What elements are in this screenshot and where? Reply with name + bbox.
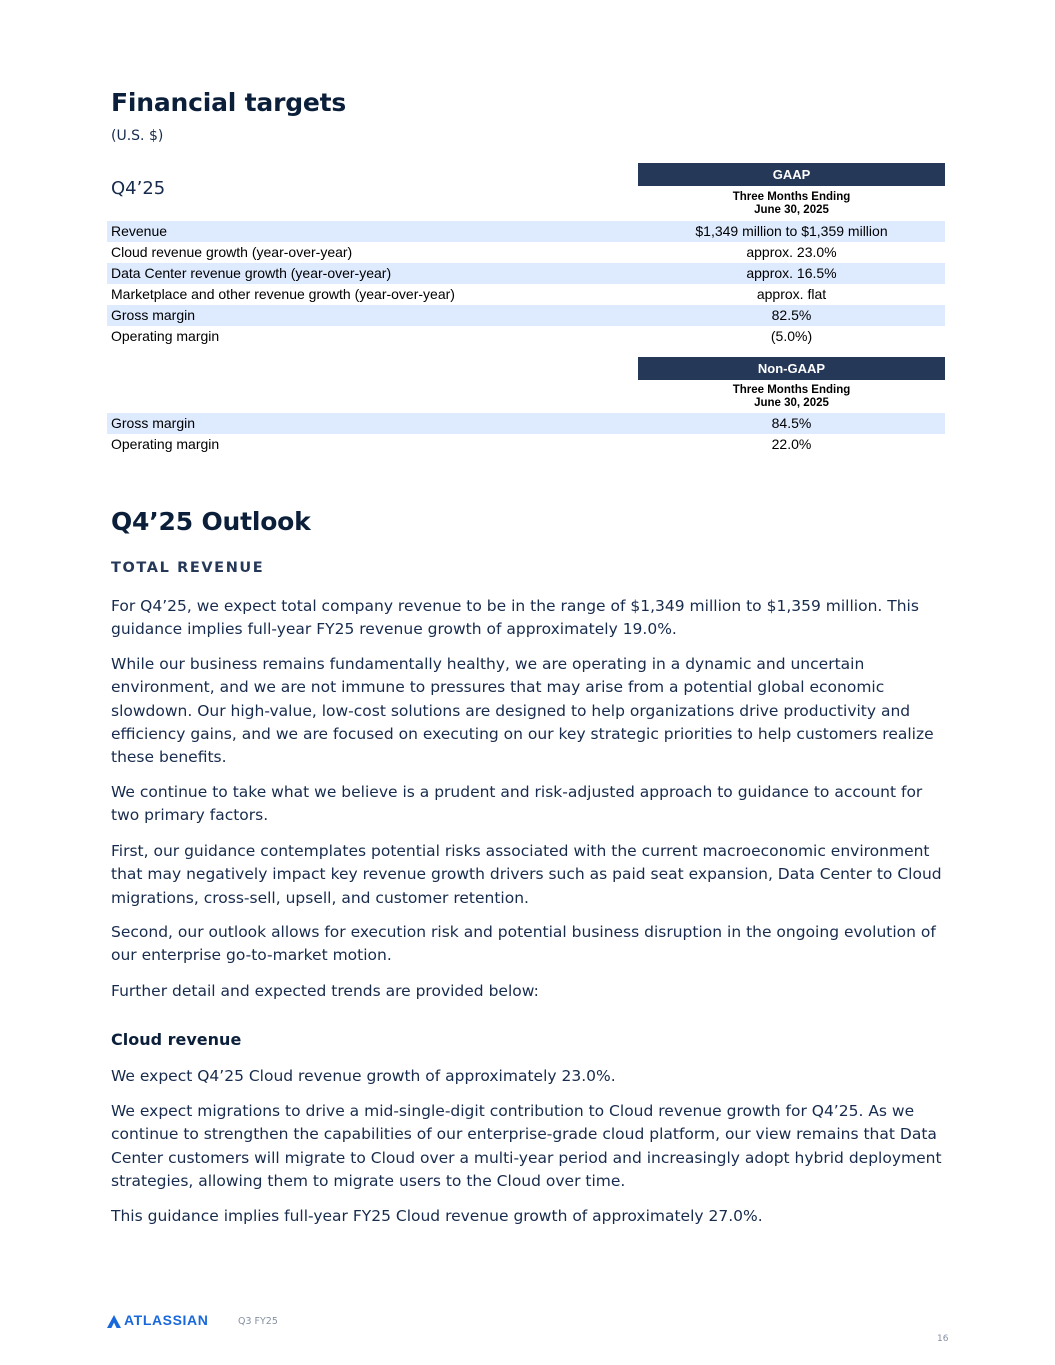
row-label: Data Center revenue growth (year-over-year) [111, 265, 392, 281]
row-value: $1,349 million to $1,359 million [695, 223, 888, 239]
row-label: Marketplace and other revenue growth (year-over-year) [111, 286, 455, 302]
row-value: 84.5% [771, 415, 812, 431]
paragraph: Further detail and expected trends are provided below: [111, 982, 539, 1000]
paragraph: This guidance implies full-year FY25 Cloud revenue growth of approximately 27.0%. [111, 1207, 763, 1225]
footer-brand: ATLASSIAN [124, 1312, 209, 1328]
table-row [107, 305, 945, 326]
atlassian-logo-icon [107, 1313, 121, 1326]
paragraph: We expect migrations to drive a mid-single-digit contribution to Cloud revenue growth for Q4’25. As we continue to strengthen the capabilities of our enterprise-grade cloud platform, our view remains that Data Center customers will migrate to Cloud over a multi-year period and increasingly adopt hybrid deployment strategies, allowing them to migrate users to the Cloud over time. [111, 1102, 942, 1190]
gaap-period-header [638, 186, 945, 222]
nongaap-header: Non-GAAP [638, 357, 945, 380]
table-row [107, 263, 945, 284]
page-title: Financial targets [111, 88, 347, 117]
gaap-header: GAAP [638, 163, 945, 186]
row-label: Cloud revenue growth (year-over-year) [111, 244, 353, 260]
table-row [107, 413, 945, 434]
row-label: Operating margin [111, 436, 220, 452]
gaap-period-line2: June 30, 2025 [754, 203, 829, 216]
paragraph: Second, our outlook allows for execution risk and potential business disruption in the ongoing evolution of our enterprise go-to-market motion. [111, 923, 936, 965]
paragraph: First, our guidance contemplates potential risks associated with the current macroeconomic environment that may negatively impact key revenue growth drivers such as paid seat expansion, Data Center to Cloud migrations, cross-sell, upsell, and customer retention. [111, 842, 942, 907]
section-caption: TOTAL REVENUE [111, 560, 265, 576]
nongaap-period-line1: Three Months Ending [732, 384, 851, 396]
row-label: Revenue [111, 223, 168, 239]
paragraph: While our business remains fundamentally healthy, we are operating in a dynamic and uncertain environment, and we are not immune to pressures that may arise from a potential global economic slowdown. Our high-value, low-cost solutions are designed to help organizations drive productivity and efficiency gains, and we are focused on executing on our key strategic priorities to help customers realize these benefits. [111, 655, 934, 767]
nongaap-period-header [638, 379, 945, 414]
table-row [107, 221, 945, 242]
row-value: approx. flat [756, 286, 827, 302]
outlook-title: Q4’25 Outlook [111, 507, 311, 536]
paragraph: We expect Q4’25 Cloud revenue growth of approximately 23.0%. [111, 1067, 616, 1085]
row-value: approx. 23.0% [746, 244, 837, 260]
footer-period: Q3 FY25 [238, 1316, 278, 1327]
table-row [107, 284, 945, 305]
table-row [107, 434, 945, 455]
cloud-heading: Cloud revenue [111, 1030, 242, 1049]
table-row [107, 326, 945, 347]
page-number: 16 [937, 1334, 949, 1344]
table-row [107, 242, 945, 263]
row-label: Operating margin [111, 328, 220, 344]
row-label: Gross margin [111, 307, 196, 323]
gaap-period-line1: Three Months Ending [732, 191, 851, 203]
row-value: (5.0%) [770, 328, 813, 344]
quarter-label: Q4’25 [111, 178, 166, 199]
currency-note: (U.S. $) [111, 128, 164, 144]
paragraph: We continue to take what we believe is a prudent and risk-adjusted approach to guidance to account for two primary factors. [111, 783, 923, 825]
nongaap-period-line2: June 30, 2025 [754, 396, 829, 409]
row-value: 22.0% [771, 436, 812, 452]
paragraph: For Q4’25, we expect total company revenue to be in the range of $1,349 million to $1,359 million. This guidance implies full-year FY25 revenue growth of approximately 19.0%. [111, 597, 919, 639]
row-value: approx. 16.5% [746, 265, 837, 281]
row-label: Gross margin [111, 415, 196, 431]
row-value: 82.5% [771, 307, 812, 323]
